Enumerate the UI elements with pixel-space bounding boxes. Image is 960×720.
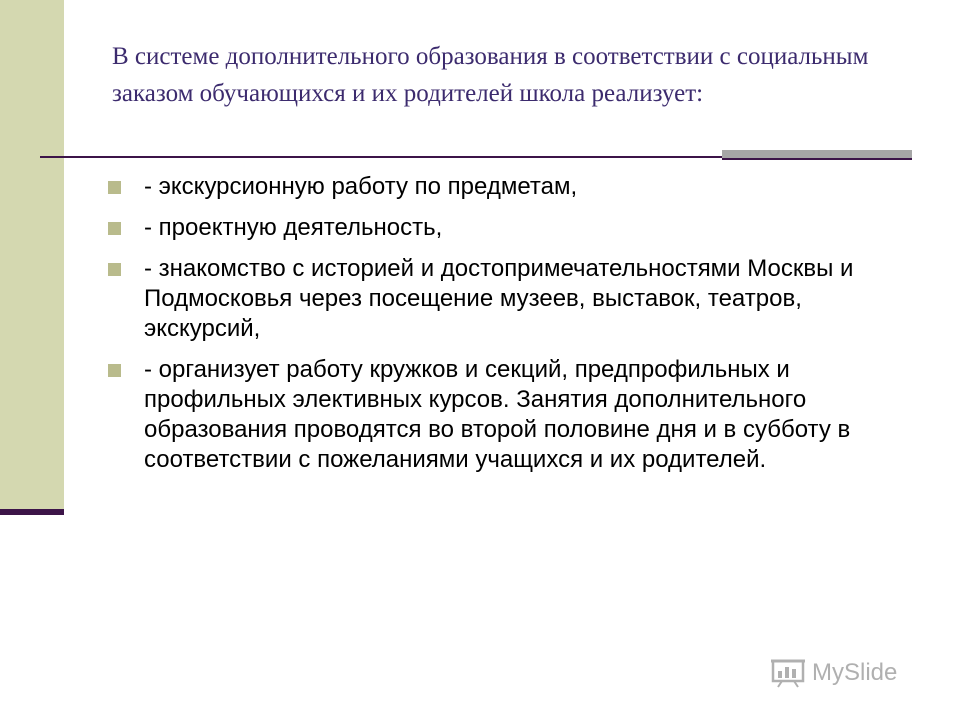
title-rule-accent-line [722, 158, 912, 160]
bullet-item [104, 355, 904, 475]
square-bullet-icon [108, 181, 121, 194]
slide-title: В системе дополнительного образования в соответствии с социальным заказом обучающихся и их родителей школа реализует: [112, 43, 869, 107]
bullet-text: - проектную деятельность, [144, 214, 443, 241]
bullet-item [104, 172, 904, 202]
left-decor-line [0, 509, 64, 515]
square-bullet-icon [108, 364, 121, 377]
bullet-text: - организует работу кружков и секций, предпрофильных и профильных элективных курсов. Занятия дополнительного образования проводятся во второй половине дня и в субботу в соответствии с пожеланиями учащихся и их родителей. [144, 356, 851, 473]
bullet-text: - экскурсионную работу по предметам, [144, 173, 578, 200]
presentation-icon [770, 658, 806, 688]
bullet-item [104, 254, 904, 344]
watermark-text: MySlide [812, 659, 898, 686]
square-bullet-icon [108, 222, 121, 235]
bullet-text: - знакомство с историей и достопримечательностями Москвы и Подмосковья через посещение музеев, выставок, театров, экскурсий, [144, 255, 854, 342]
watermark [770, 656, 897, 690]
title-rule-accent [722, 150, 912, 158]
square-bullet-icon [108, 263, 121, 276]
left-decor-bar [0, 0, 64, 512]
bullet-list [104, 172, 904, 486]
bullet-item [104, 213, 904, 243]
